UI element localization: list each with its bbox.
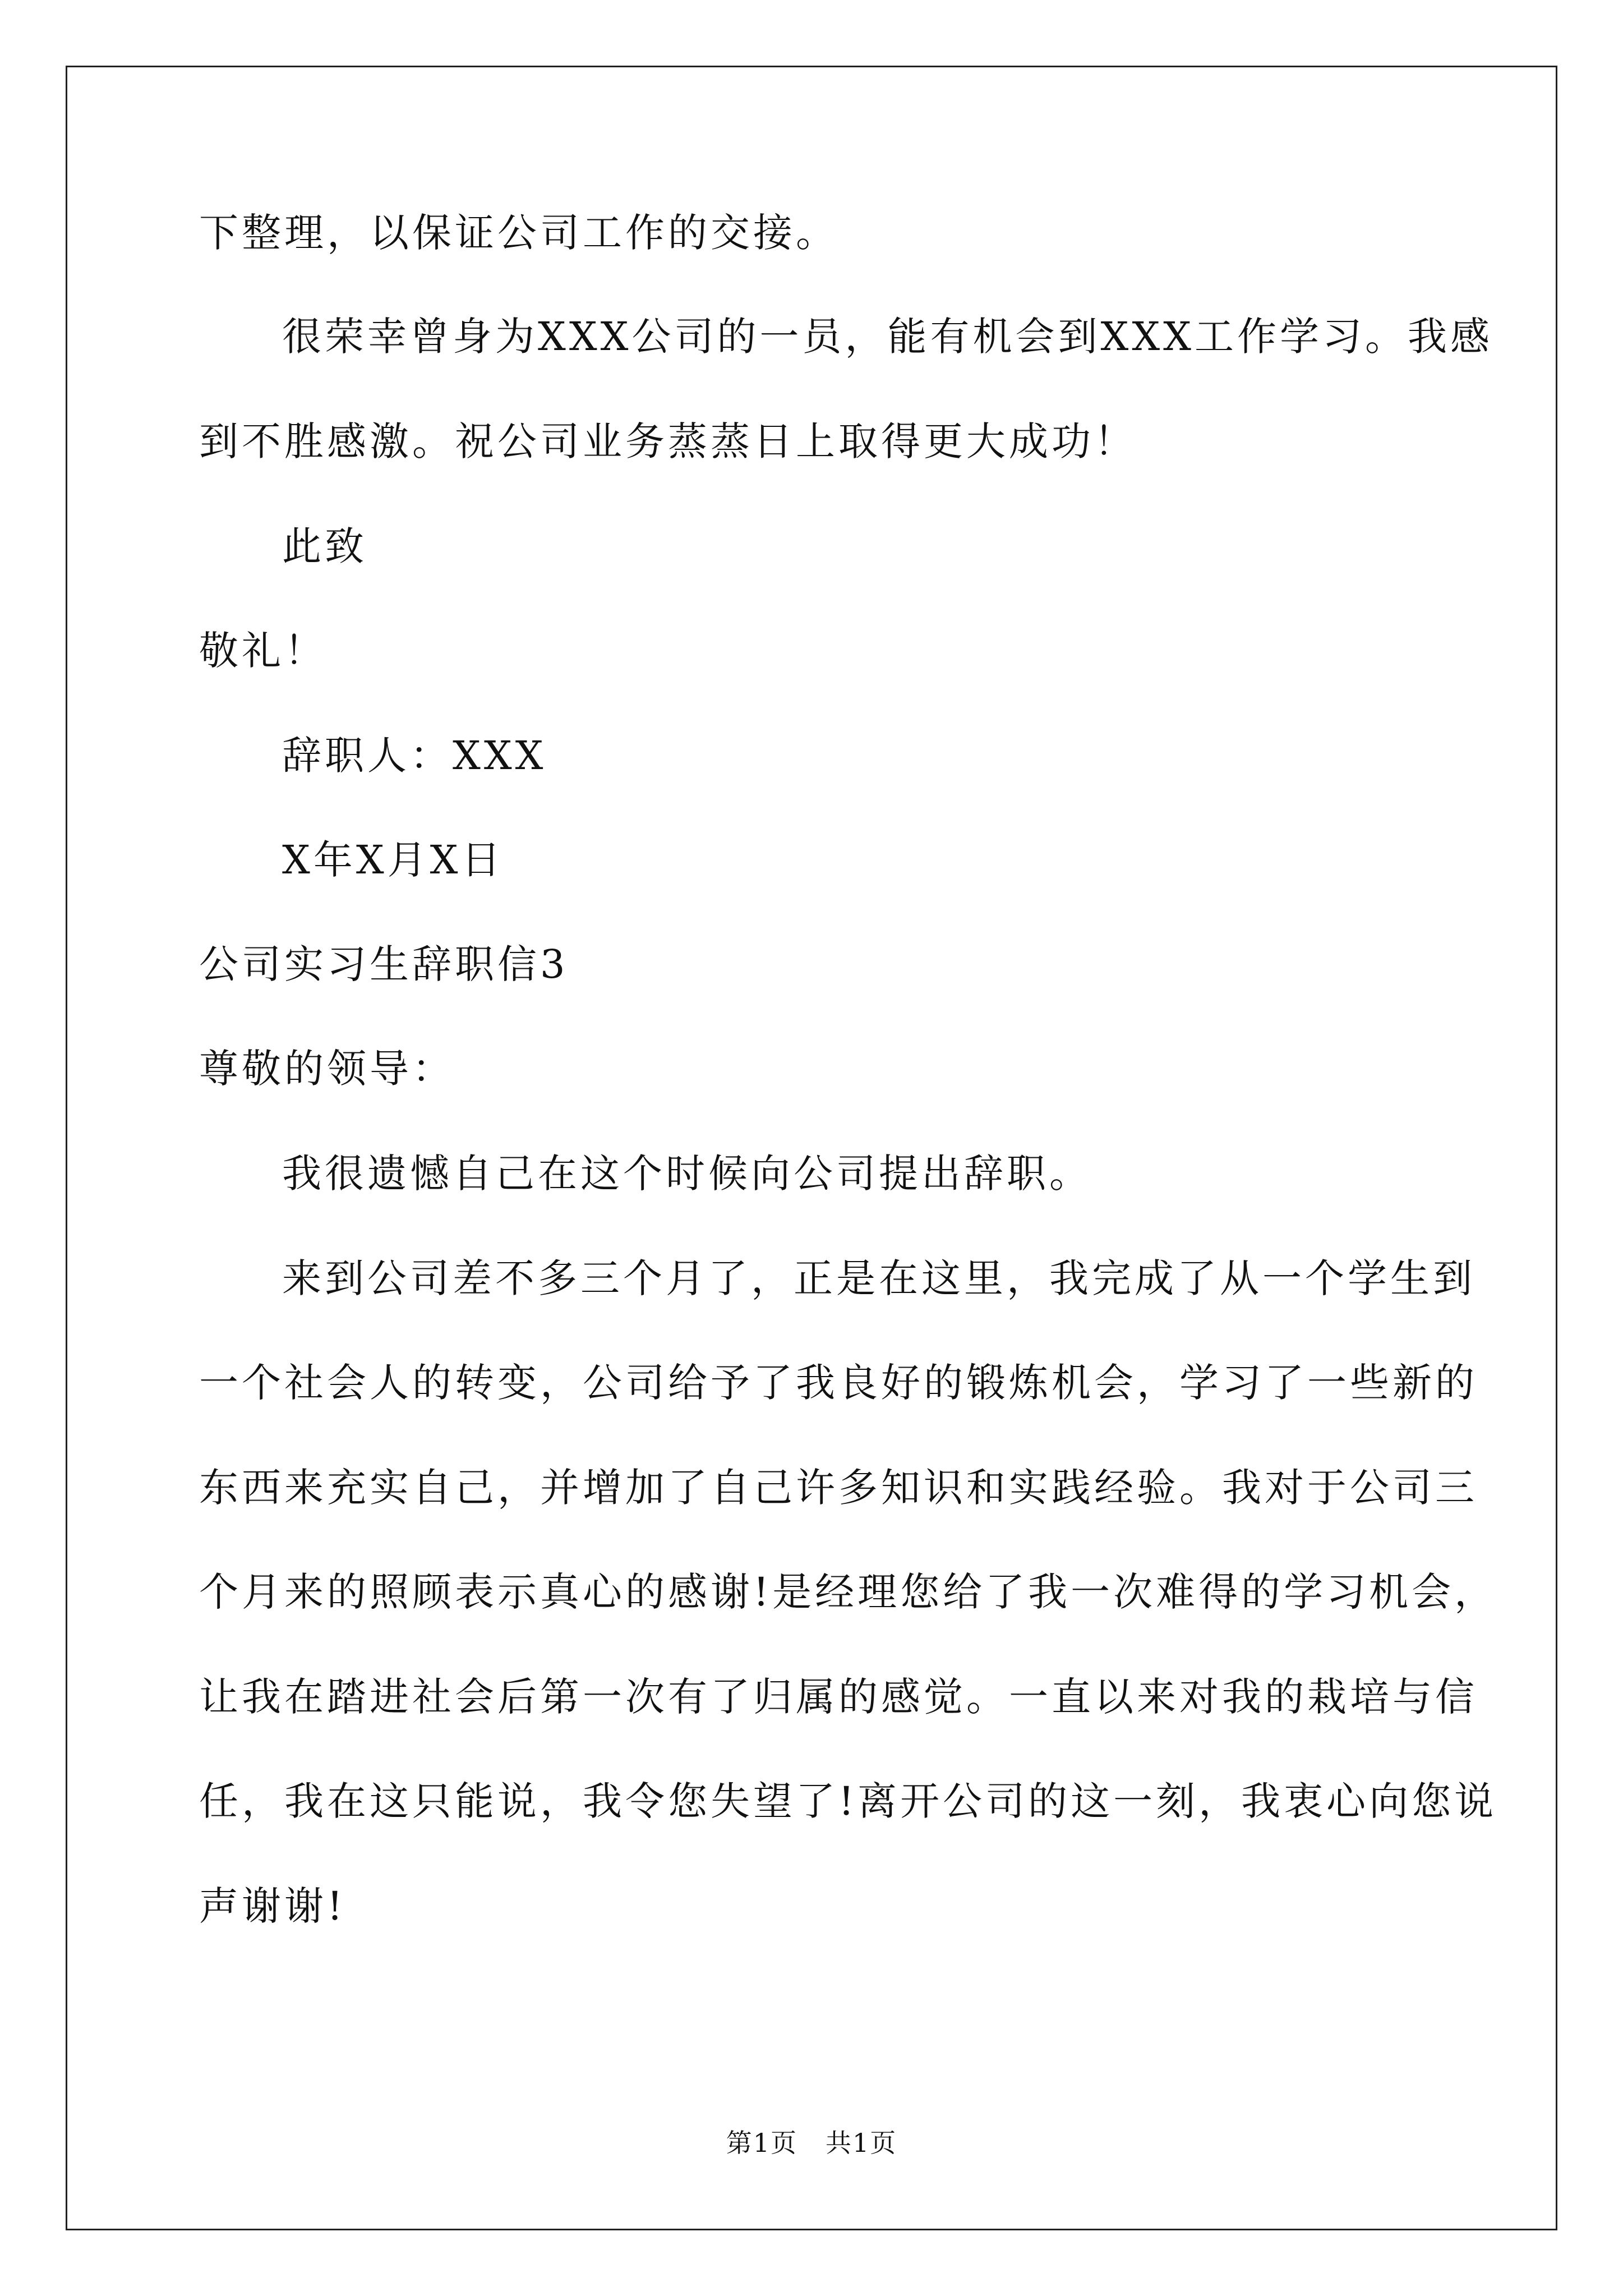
page-footer bbox=[0, 2126, 1623, 2160]
closing-salutation: 此致 bbox=[282, 523, 367, 569]
page-total: 共1页 bbox=[826, 2128, 897, 2158]
paragraph-line: 声谢谢! bbox=[199, 1883, 347, 1929]
paragraph-line: 任，我在这只能说，我令您失望了!离开公司的这一刻，我衷心向您说 bbox=[199, 1778, 1497, 1824]
paragraph-line: 一个社会人的转变，公司给予了我良好的锻炼机会，学习了一些新的 bbox=[199, 1360, 1478, 1406]
date-line: X年X月X日 bbox=[282, 837, 504, 883]
paragraph-line: 很荣幸曾身为XXX公司的一员，能有机会到XXX工作学习。我感 bbox=[282, 314, 1493, 360]
paragraph-line: 让我在踏进社会后第一次有了归属的感觉。一直以来对我的栽培与信 bbox=[199, 1674, 1478, 1720]
paragraph-line: 个月来的照顾表示真心的感谢!是经理您给了我一次难得的学习机会， bbox=[199, 1569, 1497, 1615]
paragraph-line: 来到公司差不多三个月了，正是在这里，我完成了从一个学生到 bbox=[282, 1255, 1476, 1301]
paragraph-line: 我很遗憾自己在这个时候向公司提出辞职。 bbox=[282, 1151, 1092, 1197]
closing-regards: 敬礼！ bbox=[199, 628, 327, 674]
paragraph-line: 到不胜感激。祝公司业务蒸蒸日上取得更大成功！ bbox=[199, 418, 1137, 464]
section-title: 公司实习生辞职信3 bbox=[199, 941, 569, 987]
page-number: 第1页 bbox=[726, 2128, 797, 2158]
paragraph-line: 东西来充实自己，并增加了自己许多知识和实践经验。我对于公司三 bbox=[199, 1465, 1478, 1511]
signature-line: 辞职人：XXX bbox=[282, 733, 547, 779]
paragraph-line: 下整理，以保证公司工作的交接。 bbox=[199, 210, 838, 256]
greeting-line: 尊敬的领导： bbox=[199, 1046, 455, 1092]
